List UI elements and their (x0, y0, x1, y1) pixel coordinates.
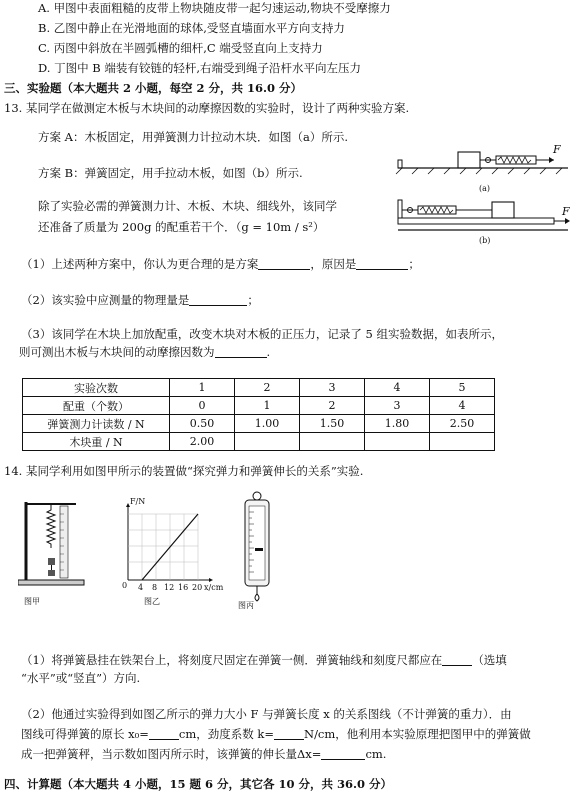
option-c: C. 丙图中斜放在半圆弧槽的细杆,C 端受竖直向上支持力 (38, 41, 323, 55)
figure-yi-caption: 图乙 (144, 597, 160, 606)
q13-sub3-line1: （3）该同学在木块上加放配重，改变木块对木板的正压力，记录了 5 组实验数据，如表所示， (21, 327, 503, 341)
table-cell: 0 (170, 397, 235, 415)
q14-sub2-blank-dx[interactable] (321, 747, 365, 760)
table-row (23, 415, 495, 433)
figure-a-caption: (a) (479, 184, 491, 193)
q14-sub2-text-a: 图线可得弹簧的原长 x₀= (21, 727, 149, 741)
table-cell: 2 (235, 379, 300, 397)
figure-bing-scale (232, 490, 282, 602)
table-cell (235, 433, 300, 451)
table-cell: 4 (430, 397, 495, 415)
table-cell: 4 (365, 379, 430, 397)
figure-b-caption: (b) (479, 236, 491, 245)
table-cell: 1 (235, 397, 300, 415)
table-head: 配重（个数） (23, 397, 170, 415)
q13-sub3-line2 (19, 344, 270, 360)
q13-extra-2: 还准备了质量为 200g 的配重若干个．（g = 10m / s²） (38, 220, 325, 234)
q13-plan-b: 方案 B：弹簧固定，用手拉动木板，如图（b）所示. (38, 166, 303, 180)
table-head: 木块重 / N (23, 433, 170, 451)
q13-sub2 (21, 292, 259, 308)
table-cell: 0.50 (170, 415, 235, 433)
figure-b (388, 198, 578, 238)
figure-bing-caption: 图丙 (238, 601, 254, 610)
q13-plan-a: 方案 A：木板固定，用弹簧测力计拉动木块．如图（a）所示. (38, 130, 348, 144)
force-label-b: F (562, 205, 570, 218)
graph-xlabel: x/cm (204, 583, 224, 592)
table-cell: 1.50 (300, 415, 365, 433)
option-d: D. 丁图中 B 端装有铰链的轻杆,右端受到绳子沿杆水平向左压力 (38, 61, 362, 75)
table-cell: 1.00 (235, 415, 300, 433)
graph-tick: 12 (164, 583, 175, 592)
table-cell: 2 (300, 397, 365, 415)
graph-origin: 0 (122, 581, 128, 590)
force-label-a: F (553, 143, 561, 156)
table-cell (365, 433, 430, 451)
figure-jia-caption: 图甲 (24, 597, 40, 606)
graph-tick: 4 (138, 583, 144, 592)
table-cell: 2.00 (170, 433, 235, 451)
q14-sub2-line2 (21, 726, 531, 742)
q13-sub3-text-a: 则可测出木板与木块间的动摩擦因数为 (19, 345, 215, 359)
q14-sub2-line1: （2）他通过实验得到如图乙所示的弹力大小 F 与弹簧长度 x 的关系图线（不计弹簧的重力）．由 (21, 707, 512, 721)
graph-tick: 20 (192, 583, 203, 592)
q13-sub3-text-b: . (266, 345, 271, 359)
q14-sub2-blank-x0[interactable] (149, 727, 179, 740)
q13-sub2-text-a: （2）该实验中应测量的物理量是 (21, 293, 190, 307)
section-3-heading: 三、实验题（本大题共 2 小题，每空 2 分，共 16.0 分） (4, 81, 303, 95)
graph-ylabel: F/N (130, 497, 146, 506)
q14-stem: 14. 某同学利用如图甲所示的装置做“探究弹力和弹簧伸长的关系”实验. (4, 464, 364, 478)
q13-sub1-text-b: ，原因是 (310, 257, 357, 271)
q13-data-table (22, 378, 495, 451)
q14-sub1-text-b: （选填 (472, 653, 507, 667)
q13-sub1-text-a: （1）上述两种方案中，你认为更合理的是方案 (21, 257, 259, 271)
option-b: B. 乙图中静止在光滑地面的球体,受竖直墙面水平方向支持力 (38, 21, 345, 35)
table-cell: 2.50 (430, 415, 495, 433)
table-cell: 3 (300, 379, 365, 397)
q13-sub1 (21, 256, 420, 272)
table-row (23, 379, 495, 397)
q13-sub2-text-b: ； (247, 293, 259, 307)
q14-sub2-blank-k[interactable] (274, 727, 304, 740)
q14-sub1-blank[interactable] (442, 653, 472, 666)
option-a: A. 甲图中表面粗糙的皮带上物块随皮带一起匀速运动,物块不受摩擦力 (38, 1, 391, 15)
table-head: 弹簧测力计读数 / N (23, 415, 170, 433)
table-cell: 1 (170, 379, 235, 397)
table-cell (300, 433, 365, 451)
figure-yi-graph (118, 500, 218, 592)
q14-sub2-text-e: cm. (365, 747, 387, 761)
q14-sub2-text-c: N/cm，他利用本实验原理把图甲中的弹簧做 (304, 727, 531, 741)
q13-stem: 13. 某同学在做测定木板与木块间的动摩擦因数的实验时，设计了两种实验方案. (4, 101, 410, 115)
q13-sub1-blank-2[interactable] (356, 257, 408, 270)
q14-sub2-line3 (21, 746, 386, 762)
q14-sub1-line2: “水平”或“竖直”）方向. (21, 671, 141, 685)
q13-sub1-text-c: ； (408, 257, 420, 271)
table-cell: 5 (430, 379, 495, 397)
figure-jia (18, 496, 98, 596)
graph-tick: 8 (152, 583, 158, 592)
table-row (23, 397, 495, 415)
q14-sub2-text-b: cm，劲度系数 k= (178, 727, 274, 741)
table-cell: 1.80 (365, 415, 430, 433)
graph-tick: 16 (178, 583, 189, 592)
q13-sub3-blank[interactable] (215, 345, 267, 358)
table-row (23, 433, 495, 451)
q13-sub1-blank-1[interactable] (258, 257, 310, 270)
q14-sub1-line1 (21, 652, 507, 668)
q14-sub1-text-a: （1）将弹簧悬挂在铁架台上，将刻度尺固定在弹簧一侧．弹簧轴线和刻度尺都应在 (21, 653, 443, 667)
table-cell (430, 433, 495, 451)
q14-sub2-text-d: 成一把弹簧秤，当示数如图丙所示时，该弹簧的伸长量Δx= (21, 747, 322, 761)
q13-extra-1: 除了实验必需的弹簧测力计、木板、木块、细线外，该同学 (38, 199, 337, 213)
table-cell: 3 (365, 397, 430, 415)
section-4-heading: 四、计算题（本大题共 4 小题，15 题 6 分，其它各 10 分，共 36.0 分） (4, 777, 393, 791)
q13-sub2-blank[interactable] (189, 293, 247, 306)
table-head: 实验次数 (23, 379, 170, 397)
